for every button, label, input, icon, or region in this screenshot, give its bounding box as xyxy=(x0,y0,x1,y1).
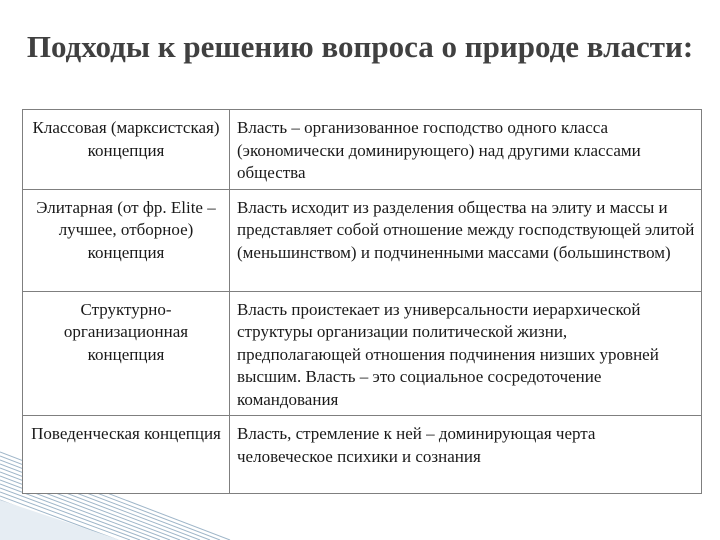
description-cell: Власть, стремление к ней – доминирующая черта человеческое психики и сознания xyxy=(230,416,702,494)
concept-cell: Элитарная (от фр. Elite –лучшее, отборное) концепция xyxy=(23,189,230,291)
approaches-table xyxy=(22,109,702,494)
table-row xyxy=(23,110,702,190)
table-row xyxy=(23,189,702,291)
slide-title: Подходы к решению вопроса о природе власти: xyxy=(26,29,694,64)
concept-cell: Поведенческая концепция xyxy=(23,416,230,494)
description-cell: Власть исходит из разделения общества на элиту и массы и представляет собой отношение между господствующей элитой (меньшинством) и подчиненными массами (большинством) xyxy=(230,189,702,291)
description-cell: Власть – организованное господство одного класса (экономически доминирующего) над другими классами общества xyxy=(230,110,702,190)
concept-cell: Структурно-организационная концепция xyxy=(23,291,230,416)
description-cell: Власть проистекает из универсальности иерархической структуры организации политической жизни, предполагающей отношения подчинения низших уровней высшим. Власть – это социальное сосредоточение командования xyxy=(230,291,702,416)
table-row xyxy=(23,416,702,494)
concept-cell: Классовая (марксистская) концепция xyxy=(23,110,230,190)
table-row xyxy=(23,291,702,416)
